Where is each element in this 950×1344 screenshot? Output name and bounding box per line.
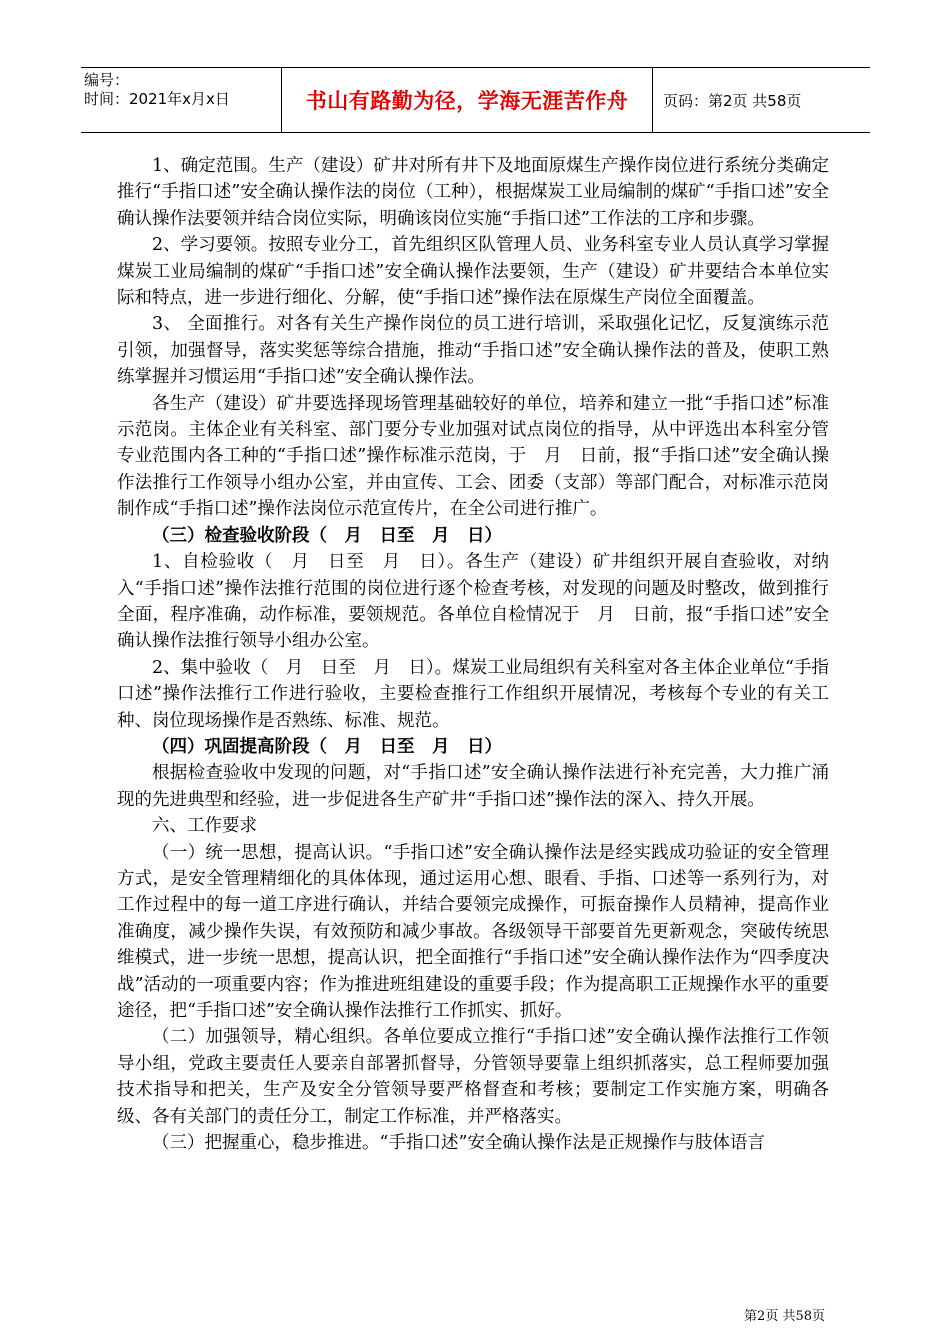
body-paragraph: 1、自检验收（ 月 日至 月 日）。各生产（建设）矿井组织开展自查验收，对纳入“手指口述”操作法推行范围的岗位进行逐个检查考核，对发现的问题及时整改，做到推行全面，程序准确，动作标准，要领规范。各单位自检情况于 月 日前，报“手指口述”安全确认操作法推行领导小组办公室。 (117, 552, 829, 652)
footer-page-number: 第2页 共58页 (744, 1309, 825, 1324)
body-paragraph: （二）加强领导，精心组织。各单位要成立推行“手指口述”安全确认操作法推行工作领导小组，党政主要责任人要亲自部署抓督导，分管领导要靠上组织抓落实，总工程师要加强技术指导和把关，生产及安全分管领导要严格督查和考核；要制定工作实施方案，明确各级、各有关部门的责任分工，制定工作标准，并严格落实。 (117, 1027, 829, 1127)
header-meta (81, 68, 282, 132)
body-paragraph: 六、工作要求 (152, 816, 257, 837)
body-paragraph: 根据检查验收中发现的问题，对“手指口述”安全确认操作法进行补充完善，大力推广涌现的先进典型和经验，进一步促进各生产矿井“手指口述”操作法的深入、持久开展。 (117, 763, 829, 810)
body-paragraph: （一）统一思想，提高认识。“手指口述”安全确认操作法是经实践成功验证的安全管理方式，是安全管理精细化的具体体现，通过运用心想、眼看、手指、口述等一系列行为，对工作过程中的每一道工序进行确认，并结合要领完成操作，可振奋操作人员精神，提高作业准确度，减少操作失误，有效预防和减少事故。各级领导干部要首先更新观念，突破传统思维模式，进一步统一思想，提高认识，把全面推行“手指口述”安全确认操作法作为“四季度决战”活动的一项重要内容；作为推进班组建设的重要手段；作为提高职工正规操作水平的重要途径，把“手指口述”安全确认操作法推行工作抓实、抓好。 (117, 842, 829, 1021)
header-table (81, 67, 870, 133)
section-heading: （三）检查验收阶段（ 月 日至 月 日） (152, 525, 502, 546)
header-number-label: 编号： (84, 71, 130, 89)
body-paragraph: （三）把握重心，稳步推进。“手指口述”安全确认操作法是正规操作与肢体语言 (152, 1133, 765, 1154)
body-paragraph: 2、学习要领。按照专业分工，首先组织区队管理人员、业务科室专业人员认真学习掌握煤炭工业局编制的煤矿“手指口述”安全确认操作法要领，生产（建设）矿井要结合本单位实际和特点，进一步进行细化、分解，使“手指口述”操作法在原煤生产岗位全面覆盖。 (117, 235, 829, 309)
body-paragraph: 1、确定范围。生产（建设）矿井对所有井下及地面原煤生产操作岗位进行系统分类确定推行“手指口述”安全确认操作法的岗位（工种），根据煤炭工业局编制的煤矿“手指口述”安全确认操作法要领并结合岗位实际，明确该岗位实施“手指口述”工作法的工序和步骤。 (117, 156, 829, 229)
body-paragraph: 各生产（建设）矿井要选择现场管理基础较好的单位，培养和建立一批“手指口述”标准示范岗。主体企业有关科室、部门要分专业加强对试点岗位的指导，从中评选出本科室分管专业范围内各工种的“手指口述”操作标准示范岗，于 月 日前，报“手指口述”安全确认操作法推行工作领导小组办公室，并由宣传、工会、团委（支部）等部门配合，对标准示范岗制作成“手指口述”操作法岗位示范宣传片，在全公司进行推广。 (117, 393, 829, 520)
document-body (117, 153, 829, 1156)
header-date-line: 时间：2021年x月x日 (84, 90, 230, 108)
body-paragraph: 3、 全面推行。对各有关生产操作岗位的员工进行培训，采取强化记忆，反复演练示范引领，加强督导，落实奖惩等综合措施，推动“手指口述”安全确认操作法的普及，使职工熟练掌握并习惯运用“手指口述”安全确认操作法。 (117, 314, 829, 388)
header-motto: 书山有路勤为径，学海无涯苦作舟 (282, 68, 653, 132)
body-paragraph: 2、集中验收（ 月 日至 月 日）。煤炭工业局组织有关科室对各主体企业单位“手指口述”操作法推行工作进行验收，主要检查推行工作组织开展情况，考核每个专业的有关工种、岗位现场操作是否熟练、标准、规范。 (117, 657, 829, 731)
header-page-code: 页码：第2页 共58页 (663, 91, 802, 110)
section-heading: （四）巩固提高阶段（ 月 日至 月 日） (152, 736, 502, 757)
